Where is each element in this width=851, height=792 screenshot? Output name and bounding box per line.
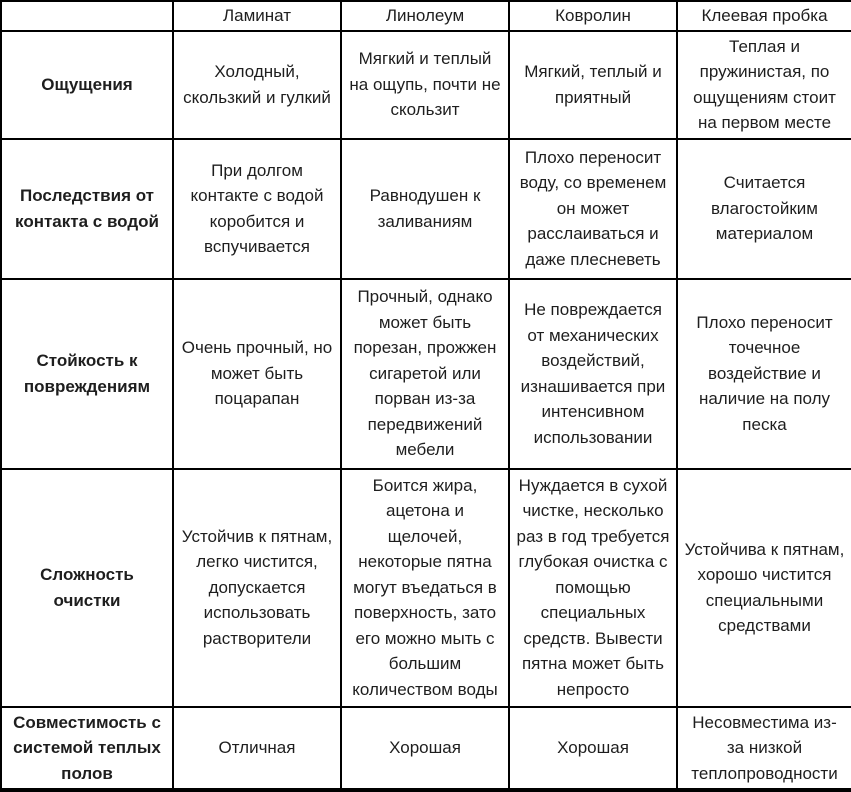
- corner-cell: [1, 1, 173, 31]
- row-label-cleaning-difficulty: Сложность очистки: [1, 469, 173, 707]
- table-cell: Устойчив к пятнам, легко чистится, допускается использовать растворители: [173, 469, 341, 707]
- table-cell: Отличная: [173, 707, 341, 791]
- header-row: [1, 1, 851, 31]
- row-label-water-contact: Последствия от контакта с водой: [1, 139, 173, 279]
- table-cell: Плохо переносит воду, со временем он может расслаиваться и даже плесневеть: [509, 139, 677, 279]
- table-cell: Хорошая: [509, 707, 677, 791]
- column-header-glue-cork: Клеевая пробка: [677, 1, 851, 31]
- table-cell: Плохо переносит точечное воздействие и наличие на полу песка: [677, 279, 851, 469]
- table-cell: Мягкий и теплый на ощупь, почти не скользит: [341, 31, 509, 139]
- table-cell: Очень прочный, но может быть поцарапан: [173, 279, 341, 469]
- table-cell: При долгом контакте с водой коробится и вспучивается: [173, 139, 341, 279]
- table-cell: Прочный, однако может быть порезан, прожжен сигаретой или порван из-за передвижений мебели: [341, 279, 509, 469]
- row-label-sensations: Ощущения: [1, 31, 173, 139]
- table-row-sensations: [1, 31, 851, 139]
- column-header-carpet: Ковролин: [509, 1, 677, 31]
- table-row-water-contact: [1, 139, 851, 279]
- table-cell: Считается влагостойким материалом: [677, 139, 851, 279]
- row-label-damage-resistance: Стойкость к повреждениям: [1, 279, 173, 469]
- column-header-linoleum: Линолеум: [341, 1, 509, 31]
- table-cell: Нуждается в сухой чистке, несколько раз в год требуется глубокая очистка с помощью специальных средств. Вывести пятна может быть непросто: [509, 469, 677, 707]
- table-cell: Несовместима из-за низкой теплопроводности: [677, 707, 851, 791]
- table-cell: Теплая и пружинистая, по ощущениям стоит на первом месте: [677, 31, 851, 139]
- table-row-damage-resistance: [1, 279, 851, 469]
- table-cell: Хорошая: [341, 707, 509, 791]
- table-cell: Равнодушен к заливаниям: [341, 139, 509, 279]
- table-row-heated-floor-compatibility: [1, 707, 851, 791]
- table-cell: Боится жира, ацетона и щелочей, некоторые пятна могут въедаться в поверхность, зато его можно мыть с большим количеством воды: [341, 469, 509, 707]
- table-cell: Мягкий, теплый и приятный: [509, 31, 677, 139]
- row-label-heated-floor-compatibility: Совместимость с системой теплых полов: [1, 707, 173, 791]
- table-cell: Холодный, скользкий и гулкий: [173, 31, 341, 139]
- table-cell: Не повреждается от механических воздействий, изнашивается при интенсивном использовании: [509, 279, 677, 469]
- table-row-cleaning-difficulty: [1, 469, 851, 707]
- table-cell: Устойчива к пятнам, хорошо чистится специальными средствами: [677, 469, 851, 707]
- column-header-laminate: Ламинат: [173, 1, 341, 31]
